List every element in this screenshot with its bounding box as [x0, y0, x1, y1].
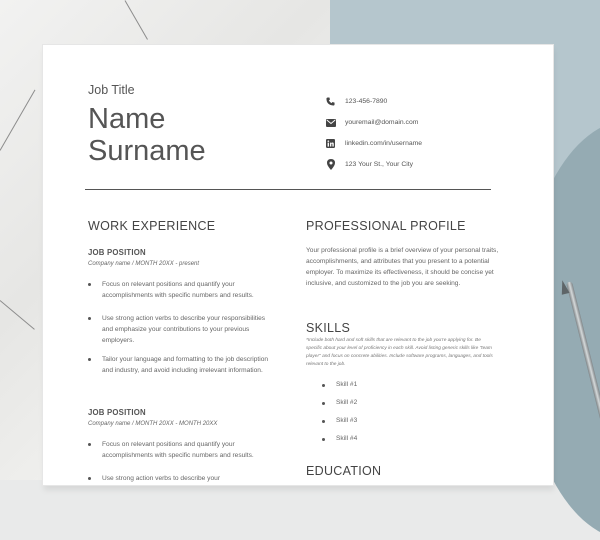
professional-profile-text: Your professional profile is a brief overview of your personal traits, accomplishments, and attributes that you present to a potential employer. To maximize its effectiveness, it should be concise yet inclusive, and customized to the job you are seeking.	[306, 247, 499, 287]
job-meta-1: Company name / MONTH 20XX - present	[88, 261, 200, 267]
location-pin-icon	[325, 159, 336, 170]
header-divider	[85, 189, 491, 190]
email-icon	[325, 117, 336, 128]
contact-block	[325, 91, 422, 175]
last-name: Surname	[88, 135, 206, 167]
skills-note: *Include both hard and soft skills that are relevant to the job you're applying for. Be specific about your level of proficiency in each skill. Avoid listing generic skills like "team player" and focus on concrete abilities. Include software programs, languages, and tools relevant to the job.	[306, 338, 493, 367]
resume-page	[42, 44, 554, 486]
skills-heading: SKILLS	[306, 321, 351, 335]
name-heading	[88, 103, 206, 167]
contact-address	[325, 154, 422, 175]
job-position-2: JOB POSITION	[88, 408, 146, 417]
contact-phone	[325, 91, 422, 112]
address-text: 123 Your St., Your City	[345, 161, 414, 168]
phone-icon	[325, 96, 336, 107]
job-1-bullet-3: Tailor your language and formatting to the job description and industry, and avoid including irrelevant information.	[102, 354, 272, 376]
job-position-1: JOB POSITION	[88, 248, 146, 257]
job-title: Job Title	[88, 83, 135, 97]
phone-text: 123-456-7890	[345, 98, 388, 105]
education-heading: EDUCATION	[306, 464, 382, 478]
job-1-bullet-1: Focus on relevant positions and quantify your accomplishments with specific numbers and results.	[102, 279, 272, 301]
linkedin-text: linkedin.com/in/username	[345, 140, 423, 147]
job-2-bullet-2: Use strong action verbs to describe your	[102, 473, 272, 484]
job-meta-2: Company name / MONTH 20XX - MONTH 20XX	[88, 421, 218, 427]
first-name: Name	[88, 103, 166, 135]
linkedin-icon	[325, 138, 336, 149]
skill-item: Skill #1	[336, 381, 358, 388]
contact-email	[325, 112, 422, 133]
work-experience-heading: WORK EXPERIENCE	[88, 219, 216, 233]
skill-item: Skill #2	[336, 399, 358, 406]
job-2-bullet-1: Focus on relevant positions and quantify your accomplishments with specific numbers and results.	[102, 439, 272, 461]
contact-linkedin	[325, 133, 422, 154]
professional-profile-heading: PROFESSIONAL PROFILE	[306, 219, 466, 233]
skill-item: Skill #4	[336, 435, 358, 442]
skill-item: Skill #3	[336, 417, 358, 424]
job-1-bullet-2: Use strong action verbs to describe your responsibilities and emphasize your contributions to your previous employers.	[102, 313, 272, 346]
email-text: youremail@domain.com	[345, 119, 419, 126]
